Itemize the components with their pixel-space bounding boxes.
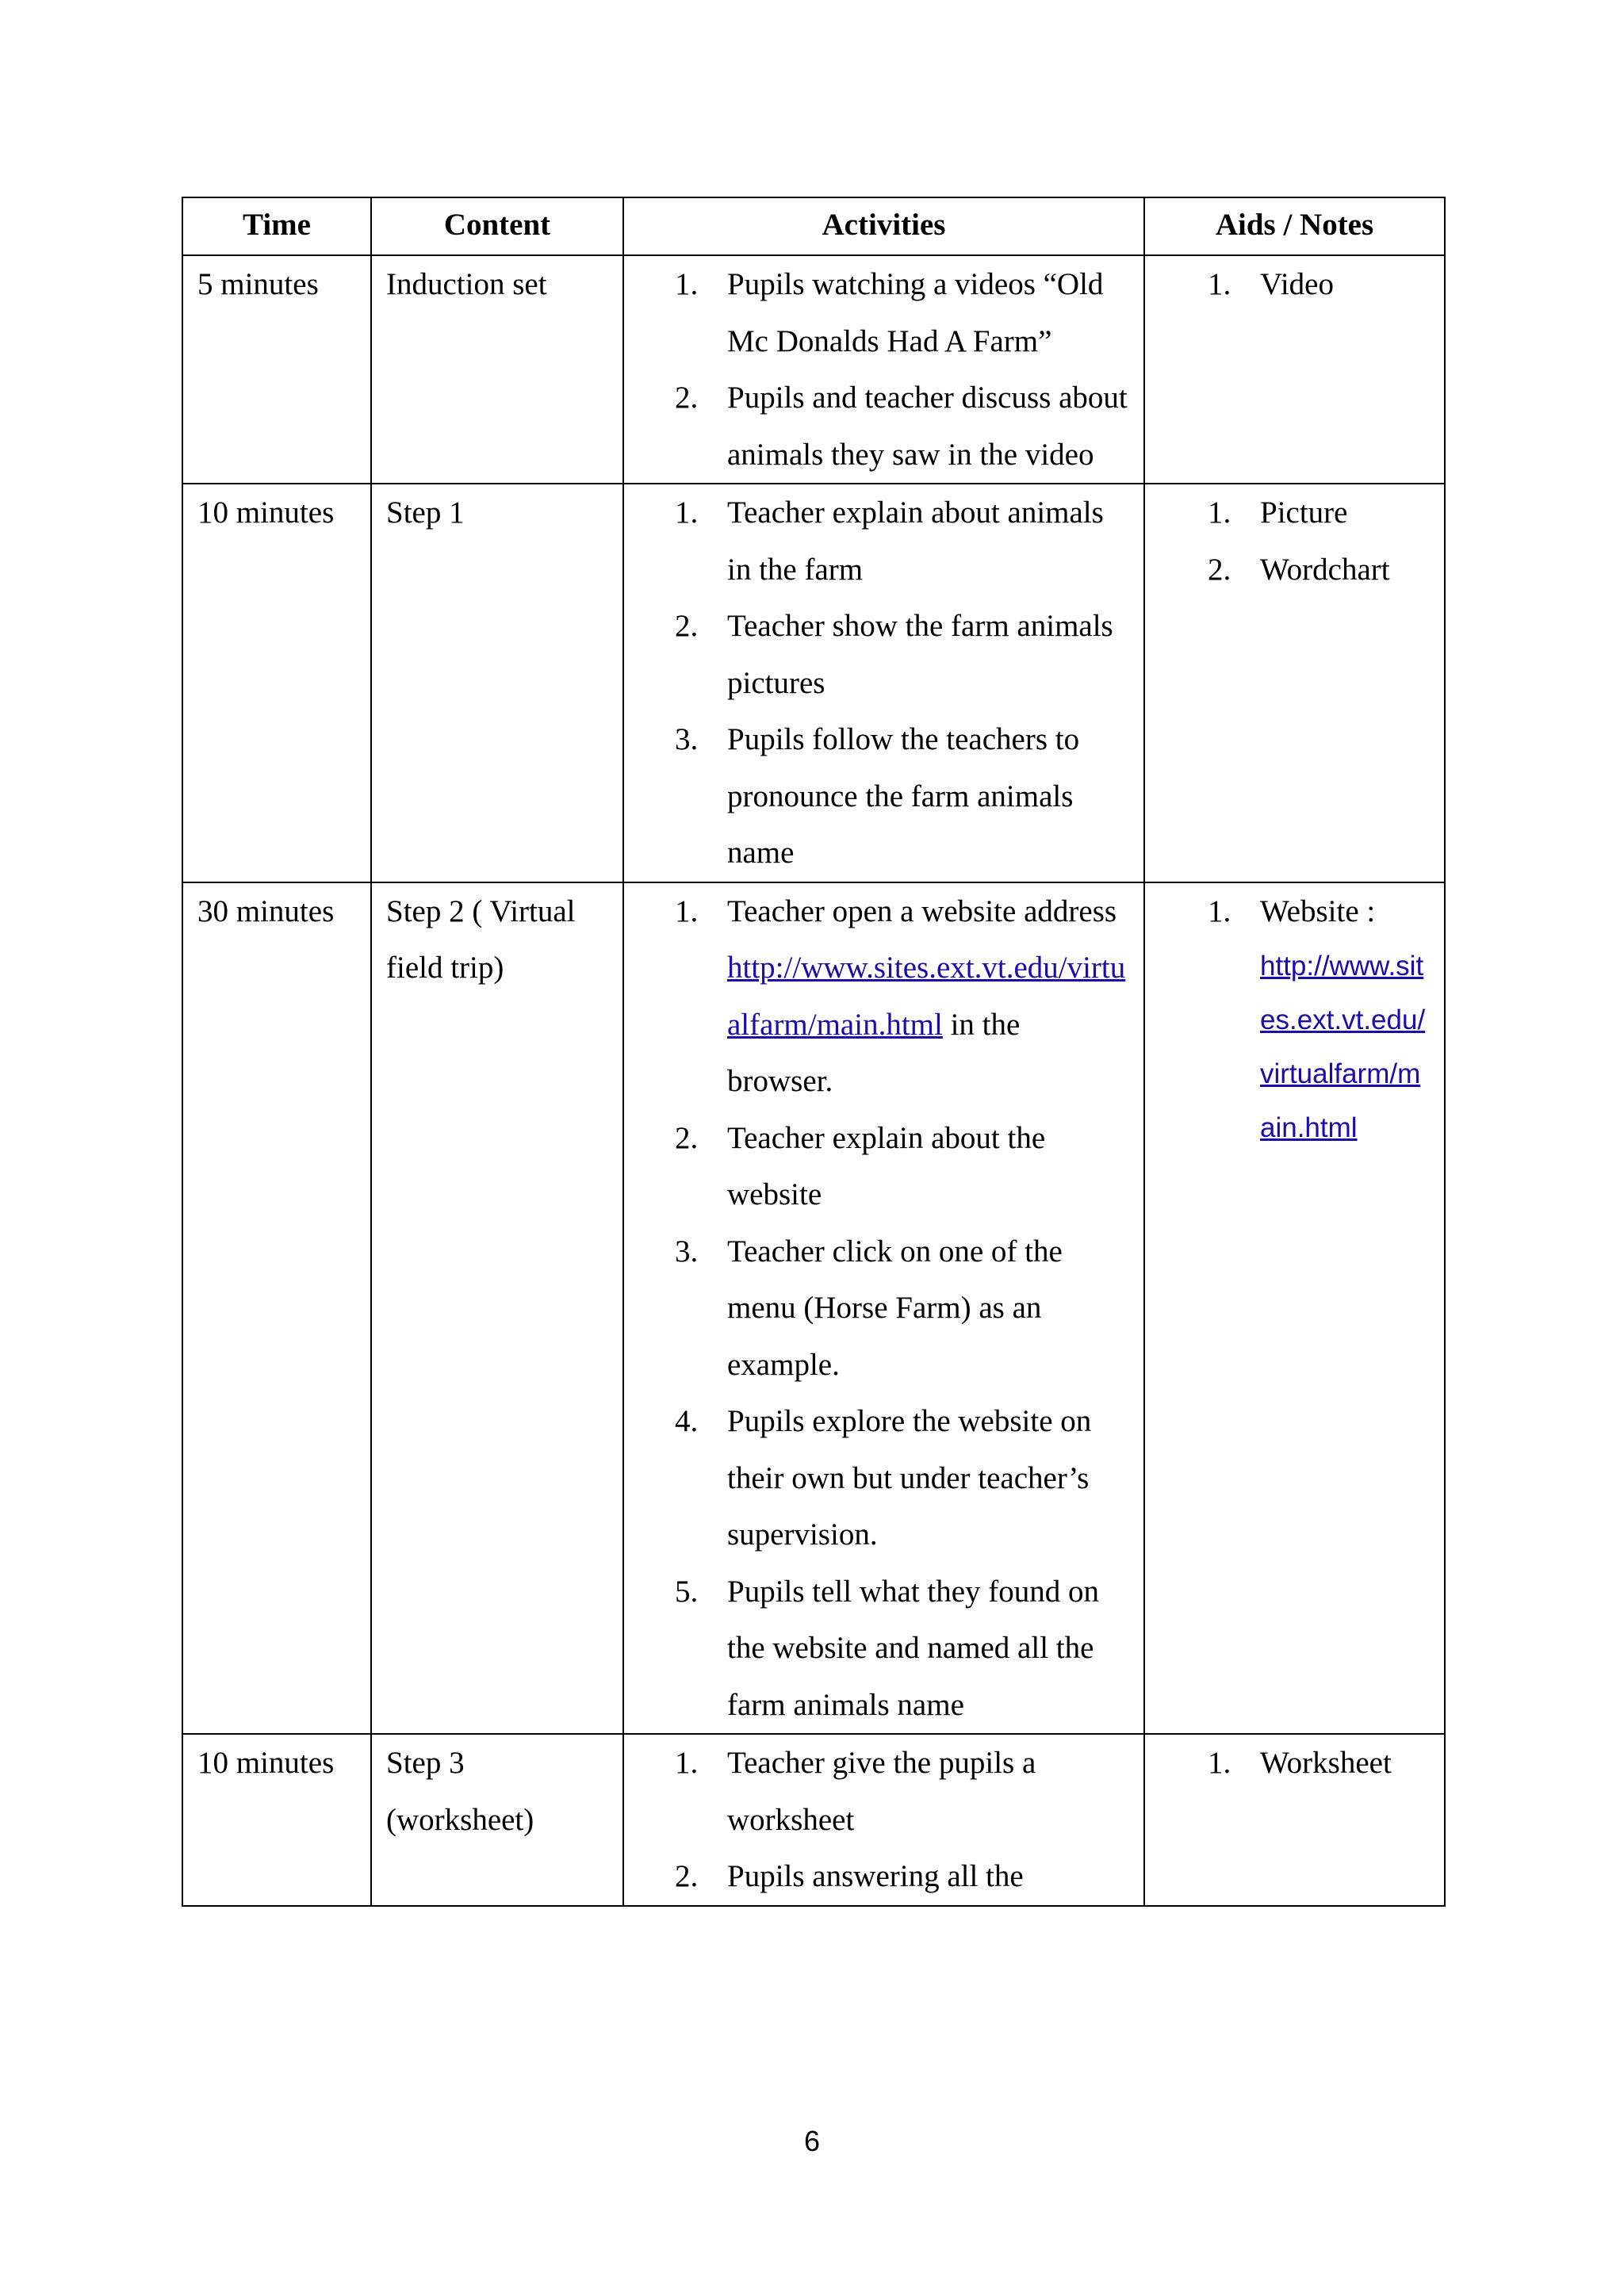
list-item (675, 369, 1129, 483)
list-number: 4. (675, 1404, 699, 1438)
page-number: 6 (803, 2125, 821, 2157)
virtual-farm-link[interactable]: http://www.sites.ext.vt.edu/virtualfarm/main.html (727, 951, 1126, 1042)
list-item (1208, 541, 1430, 599)
list-number: 5. (675, 1574, 699, 1609)
list-number: 2. (675, 1859, 699, 1893)
aids-list (1208, 1735, 1430, 1792)
website-link[interactable]: http://www.sites.ext.vt.edu/virtualfarm/main.html (1260, 951, 1426, 1143)
list-text: Teacher explain about the website (727, 1120, 1046, 1211)
website-label: Website : (1260, 894, 1376, 928)
list-item (1208, 484, 1430, 541)
table-row (182, 484, 1445, 882)
list-item (675, 1393, 1129, 1563)
list-item (675, 1110, 1129, 1223)
table-row (182, 1734, 1445, 1906)
list-text: Pupils watching a videos “Old Mc Donalds Had A Farm” (727, 267, 1104, 358)
activities-list (675, 256, 1129, 483)
content-cell: Induction set (371, 255, 623, 484)
header-aids-notes: Aids / Notes (1144, 197, 1445, 255)
list-text: Pupils tell what they found on the website and named all the farm animals name (727, 1574, 1100, 1722)
activities-cell (623, 882, 1144, 1735)
list-number: 1. (1208, 894, 1231, 928)
list-text: Teacher explain about animals in the farm (727, 496, 1104, 587)
aids-list (1208, 883, 1430, 1156)
list-text: Pupils and teacher discuss about animals they saw in the video (727, 381, 1128, 472)
time-cell: 10 minutes (182, 484, 371, 882)
activities-cell (623, 484, 1144, 882)
list-item (1208, 256, 1430, 313)
list-item (675, 883, 1129, 1110)
list-text: Worksheet (1260, 1746, 1392, 1780)
list-text: Teacher give the pupils a worksheet (727, 1746, 1036, 1837)
list-text: Pupils follow the teachers to pronounce the farm animals name (727, 722, 1080, 870)
list-text: Teacher click on one of the menu (Horse Farm) as an example. (727, 1234, 1063, 1382)
aids-cell (1144, 484, 1445, 882)
list-number: 1. (1208, 1746, 1231, 1780)
list-text: Picture (1260, 496, 1348, 530)
list-number: 2. (675, 381, 699, 415)
list-text: Pupils answering all the (727, 1859, 1024, 1893)
list-text (727, 883, 1129, 1110)
list-item (675, 484, 1129, 598)
list-number: 3. (675, 722, 699, 756)
list-item (675, 1223, 1129, 1394)
list-number: 1. (1208, 267, 1231, 301)
list-text (1260, 883, 1430, 1156)
content-cell: Step 1 (371, 484, 623, 882)
aids-cell (1144, 255, 1445, 484)
content-cell: Step 3 (worksheet) (371, 1734, 623, 1906)
list-text: Video (1260, 267, 1334, 301)
list-item (1208, 1735, 1430, 1792)
header-activities: Activities (623, 197, 1144, 255)
activities-list (675, 883, 1129, 1734)
activities-cell (623, 255, 1144, 484)
lesson-plan-table (182, 197, 1446, 1907)
activities-list (675, 1735, 1129, 1905)
list-number: 2. (1208, 552, 1231, 587)
time-cell: 30 minutes (182, 882, 371, 1735)
list-number: 1. (675, 1746, 699, 1780)
time-cell: 10 minutes (182, 1734, 371, 1906)
header-content: Content (371, 197, 623, 255)
list-text: Pupils explore the website on their own but under teacher’s supervision. (727, 1404, 1092, 1552)
list-number: 1. (675, 267, 699, 301)
list-text: Teacher show the farm animals pictures (727, 609, 1113, 700)
aids-list (1208, 256, 1430, 313)
list-item (1208, 883, 1430, 1156)
aids-cell (1144, 1734, 1445, 1906)
list-number: 3. (675, 1234, 699, 1269)
aids-list (1208, 484, 1430, 598)
table-row (182, 882, 1445, 1735)
list-item (675, 256, 1129, 369)
table-row (182, 255, 1445, 484)
header-time: Time (182, 197, 371, 255)
aids-cell (1144, 882, 1445, 1735)
list-text: Wordchart (1260, 552, 1390, 587)
list-text-before-link: Teacher open a website address (727, 894, 1117, 928)
list-item (675, 1563, 1129, 1734)
list-item (675, 1848, 1129, 1905)
list-item (675, 711, 1129, 882)
list-number: 2. (675, 1120, 699, 1155)
activities-list (675, 484, 1129, 882)
list-item (675, 598, 1129, 711)
list-number: 1. (675, 496, 699, 530)
list-item (675, 1735, 1129, 1848)
activities-cell (623, 1734, 1144, 1906)
list-number: 1. (675, 894, 699, 928)
list-number: 2. (675, 609, 699, 643)
time-cell: 5 minutes (182, 255, 371, 484)
list-number: 1. (1208, 496, 1231, 530)
content-cell: Step 2 ( Virtual field trip) (371, 882, 623, 1735)
list-text-after-link: in the browser. (727, 1007, 1021, 1098)
table-header-row (182, 197, 1445, 255)
